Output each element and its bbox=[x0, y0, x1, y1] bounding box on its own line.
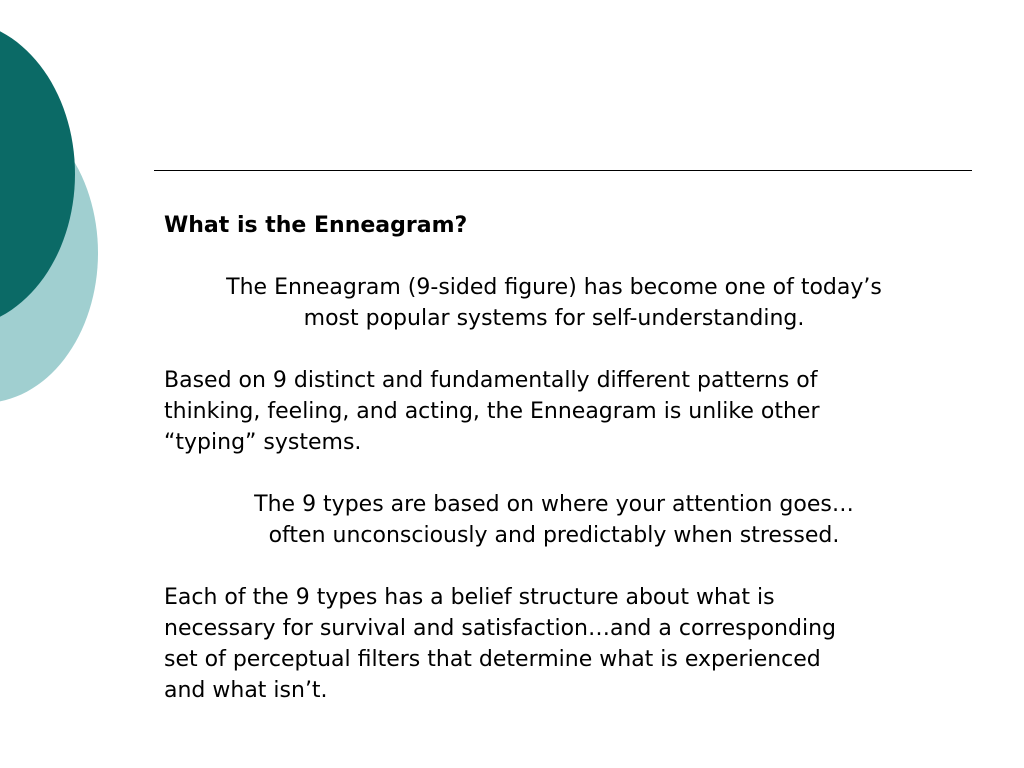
spacer bbox=[164, 458, 944, 489]
paragraph-attention: The 9 types are based on where your attention goes… often unconsciously and predictably when stressed. bbox=[254, 492, 854, 548]
title-divider bbox=[154, 170, 972, 171]
spacer bbox=[164, 334, 944, 365]
paragraph-belief: Each of the 9 types has a belief structure about what is necessary for survival and satisfaction…and a corresponding set of perceptual filters that determine what is experienced and what isn’t. bbox=[164, 585, 836, 703]
slide-heading: What is the Enneagram? bbox=[164, 213, 468, 238]
spacer bbox=[164, 241, 944, 272]
spacer bbox=[164, 551, 944, 582]
slide-body bbox=[164, 210, 944, 706]
paragraph-intro: The Enneagram (9-sided figure) has become one of today’s most popular systems for self-understanding. bbox=[226, 275, 882, 331]
paragraph-basis: Based on 9 distinct and fundamentally different patterns of thinking, feeling, and acting, the Enneagram is unlike other “typing” systems. bbox=[164, 368, 820, 455]
